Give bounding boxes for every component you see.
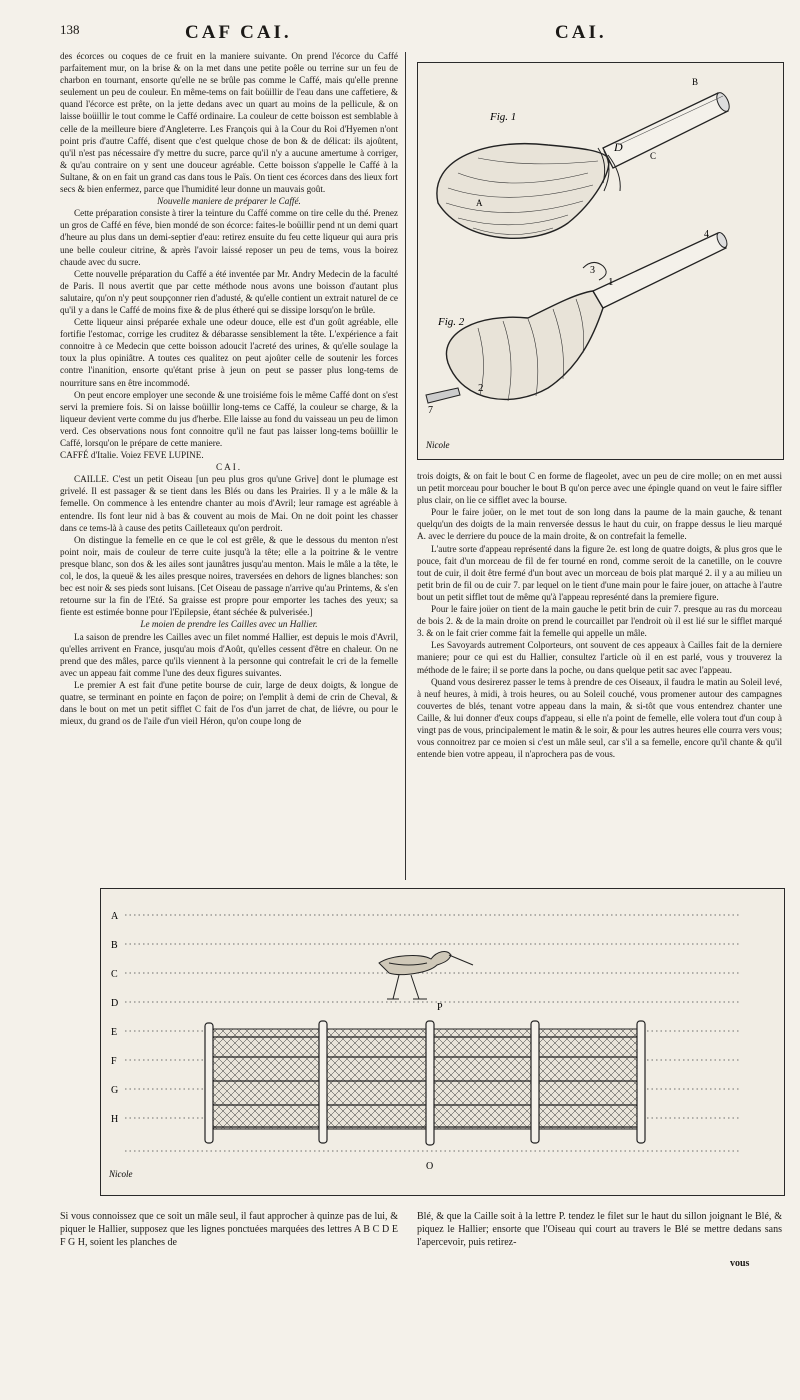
- paragraph: Quand vous desirerez passer le tems à prendre de ces Oiseaux, il faudra le matin au Soleil levé, à neuf heures, à midi, à trois heures, ou au Soleil couché, vous promener autour des campagnes couvertes de blés, tenant votre appeau dans la main, & si-tôt que vous entendrez chanter une Caille, & lui donner d'eux coups d'appeau, si elle n'a point de femelle, elle volera tout d'un coup à vingt pas de vous, principalement le matin & le soir, & pour les autres heures elle courra vers vous; vous connoitrez par ce moien si c'est un mâle seul, car s'il a sa femelle, encore qu'il chante & qu'il entende bien votre appeau, il n'aprochera pas de vous.: [417, 676, 782, 760]
- row-letter: H: [111, 1114, 119, 1125]
- num-2: 2: [478, 382, 484, 394]
- catchword: vous: [730, 1258, 750, 1269]
- engraver-signature: Nicole: [426, 440, 450, 450]
- mesh-line: [109, 1029, 209, 1129]
- num-4: 4: [704, 229, 709, 240]
- letter-O: O: [426, 1161, 434, 1172]
- stake: [531, 1021, 539, 1143]
- fig2-label: Fig. 2: [438, 316, 465, 328]
- letter-C: C: [650, 151, 657, 161]
- mesh-line: [117, 1029, 217, 1129]
- figure-bird-calls: [417, 62, 784, 460]
- num-7: 7: [428, 405, 433, 416]
- row-letter: D: [111, 998, 119, 1009]
- num-1: 1: [608, 276, 614, 288]
- fig1-label: Fig. 1: [490, 111, 517, 123]
- page-number: 138: [60, 22, 80, 37]
- row-letter: F: [111, 1056, 117, 1067]
- num-3: 3: [590, 265, 595, 276]
- mesh-line: [637, 1029, 737, 1129]
- mesh-line: [109, 1029, 209, 1129]
- right-column: [417, 470, 782, 882]
- row-letter: E: [111, 1027, 118, 1038]
- section-heading: Nouvelle maniere de préparer le Caffé.: [157, 196, 301, 207]
- paragraph: Cette préparation consiste à tirer la teinture du Caffé comme on tire celle du thé. Prenez un gros de Caffé en féve, bien mondé de son écorce: faites-le boüillir pend nt un demi quart d'heure au plus dans un demi-septier d'eau: retirez ensuite du feu cette liqueur qui aura pris une belle couleur citrine, & après l'avoir laissé reposer un peu de tems, vous la boirez chaude avec du sucre.: [60, 208, 398, 267]
- bird-call-engraving: [418, 63, 783, 459]
- mesh-line: [637, 1029, 737, 1129]
- paragraph: Les Savoyards autrement Colporteurs, ont souvent de ces appeaux à Cailles fait de la derniere maniere; pour ce qui est du Hallier, consultez l'article où il en est parlé, vous y trouverez la méthode de le faire; il se porte dans la poche, ou dans quelque petit sac avec l'appeau.: [417, 640, 782, 675]
- mesh-line: [117, 1029, 217, 1129]
- paragraph: On peut encore employer une seconde & une troisiéme fois le même Caffé dont on s'est servi la premiere fois. Si on laisse boüillir long-tems ce Caffé, la couleur se charge, & la liqueur devient verte comme du jus d'herbe. Elle laisse au fond du vaisseau un peu de limon verd. Ces observations nous font connoitre qu'il ne faut pas laisser long-tems boüillir le Caffé, lorsqu'on le prépare de cette maniere.: [60, 389, 398, 448]
- letter-P: P: [437, 1002, 443, 1013]
- bottom-left-text: Si vous connoissez que ce soit un mâle seul, il faut approcher à quinze pas de lui, & piquer le Hallier, supposez que les lignes ponctuées marquées des lettres A B C D E F G H, soient les planches de: [60, 1211, 398, 1248]
- section-heading: Le moien de prendre les Cailles avec un Hallier.: [140, 619, 318, 630]
- cross-reference: CAFFÉ d'Italie. Voiez FEVE LUPINE.: [60, 450, 204, 461]
- column-divider: [405, 52, 406, 880]
- running-head-left: CAF CAI.: [185, 22, 292, 43]
- bottom-right-text: Blé, & que la Caille soit à la lettre P. tendez le filet sur le haut du sillon joignant le Blé, & piquez le Hallier; ensorte que l'Oiseau qui court au travers le Blé se mettre dedans sans l'apercevoir, puis retirez-: [417, 1211, 782, 1248]
- paragraph: La saison de prendre les Cailles avec un filet nommé Hallier, est depuis le mois d'Avril, qu'elles arrivent en France, jusqu'au mois d'Août, qu'elles cessent d'être en chaleur. On ne prend que des mâles, parce qu'ils viennent à la personne qui contrefait le cri de la femelle avec un appeau fait comme l'une des deux figures suivantes.: [60, 631, 398, 678]
- row-letter: B: [111, 940, 118, 951]
- left-column: [60, 50, 398, 882]
- engraver-signature: Nicole: [109, 1169, 133, 1179]
- row-letter: G: [111, 1085, 119, 1096]
- letter-A: A: [476, 198, 483, 208]
- paragraph: Le premier A est fait d'une petite bourse de cuir, large de deux doigts, & longue de quatre, se terminant en pointe en façon de poire; on l'emplit à demi de crin de Cheval, & dans le bout on met un petit sifflet C fait de l'os d'un jarret de chat, de liévre, ou pour le mieux, du grand os de l'aile d'un vieil Héron, qu'on coupe long de: [60, 679, 398, 727]
- letter-D: D: [614, 140, 623, 154]
- paragraph: trois doigts, & on fait le bout C en forme de flageolet, avec un peu de cire molle; on en met aussi un petit morceau pour boucher le bout B qu'on perce avec une épingle quand on veut le faire siffler plus clair, on lie ce sifflet avec la bourse.: [417, 471, 782, 506]
- bird-illustration: [379, 952, 473, 999]
- row-letter: A: [111, 911, 119, 922]
- whistle-tube-1: [603, 91, 732, 168]
- stake: [426, 1021, 434, 1145]
- letter-B: B: [692, 77, 699, 87]
- paragraph: Cette nouvelle préparation du Caffé a été inventée par Mr. Andry Medecin de la faculté de Paris. Il nous avertit que par cette méthode nous avons une boisson d'autant plus salutaire, qu'on n'y peut soupçonner rien d'adusté, & qu'elle contient un extrait naturel de ce qu'il y a dans le Caffé de moins fixe & de plus étheré qui se dissipe lorsqu'on le brûle.: [60, 268, 398, 315]
- coil-illustration: [446, 291, 603, 399]
- paragraph: L'autre sorte d'appeau représenté dans la figure 2e. est long de quatre doigts, & plus gros que le pouce, fait d'un morceau de fil de fer tourné en rond, comme seroit de la canetille, on le couvre tout de cuir, il doit être fermé d'un bout avec un morceau de bois plat marqué 2. il y a au milieu un petit brin de fil ou de cuir 7. par lequel on le tient d'une main pour le faire jouer, on attache à l'autre bout un petit sifflet tout de même qu'à l'appeau represénté dans la premiere figure.: [417, 543, 782, 602]
- paragraph: Cette liqueur ainsi préparée exhale une odeur douce, elle est d'un goût agréable, elle fortifie l'estomac, corrige les cruditez & débarasse sensiblement la tête. L'expérience a fait connoitre à ce Medecin que cette boisson adoucit l'acreté des urines, & qu'elle soulage la toux la plus opiniâtre. A toutes ces qualitez on peut ajoûter celle de soutenir les forces contre l'inanition, ensorte qu'étant prise à jeun on peut se passer plus long-tems de nourriture sans en être incommodé.: [60, 317, 398, 388]
- hallier-engraving: [101, 889, 784, 1195]
- paragraph: Pour le faire joüer, on le met tout de son long dans la paume de la main gauche, & tenant quelqu'un des doigts de la main renversée dessus le haut du cuir, on frappe dessus le lieu marqué A. avec le derriere du pouce de la main droite, & on contrefait la femelle.: [417, 507, 782, 542]
- figure-hallier-net: [100, 888, 785, 1196]
- stake: [319, 1021, 327, 1143]
- leather-tab: [426, 388, 460, 403]
- paragraph: CAILLE. C'est un petit Oiseau [un peu plus gros qu'une Grive] dont le plumage est grivelé. Il est passager & se tient dans les Blés ou dans les Prairies. Il y a le mâle & la femelle. On commence à les entendre chanter au mois d'Avril; leur ramage est agréable à entendre. Ils font leur nid à bas & couvent au mois de Mai. On ne doit point les chasser dans ce tems-là à cause des petits Cailleteaux qu'on perdroit.: [60, 474, 398, 533]
- entry-heading: CAI.: [215, 462, 243, 473]
- stake: [637, 1021, 645, 1143]
- paragraph: On distingue la femelle en ce que le col est grêle, & que le dessous du menton n'est point noir, mais de couleur de terre cuite jusqu'à la tête; elle a la poitrine & le ventre presque blanc, son dos & les ailes sont jaunâtres jusqu'au menton. Mais le mâle a la tête, le col, le dos, la queuë & les ailes presque noires, traversées en dehors de lignes blanches: son bec est noir & ses pieds sont luisans. [Cet Oiseau de passage n'arrive qu'au Printems, & s'en retourne sur la fin de l'Eté. Sa graisse est propre pour emporter les taches des yeux; sa fiente est estimée bonne pour l'Epilepsie, étant séchée & pulverisée.]: [60, 534, 398, 618]
- whistle-tube-2: [593, 231, 729, 308]
- running-head-right: CAI.: [555, 22, 607, 43]
- paragraph: des écorces ou coques de ce fruit en la maniere suivante. On prend l'écorce du Caffé parfaitement mur, on la brise & on la met dans une petite poêle ou terrine sur un feu de charbon en tournant, ensorte qu'elle ne se brûle pas comme le Caffé, mais qu'elle prenne seulement un peu de couleur. En même-tems on fait boüillir de l'eau dans une caffetiere, & quand l'écorce est prête, on la jette dedans avec un quart au moins de la pellicule, & on laisse boüillir le tout comme le Caffé ordinaire. La couleur de cette boisson est semblable à celle de la meilleure biere d'Angleterre. Les François qui à la Cour du Roi d'Hyemen n'ont point pris d'autre Caffé, disent que c'est quelque chose de bon & de délicat: ils ajoûtent, qu'il n'est pas nécessaire d'y mettre du sucre, parce qu'il n'y a aucune amertume à corriger, & qu'au contraire on y sent une douceur agréable. Cette boisson s'appelle le Caffé à la Sultane, & on en fait un grand cas dans tous le Païs. On tient ces écorces dans des lieux fort secs & bien enfermez, parce que l'humidité leur donne un mauvais goût.: [60, 51, 398, 195]
- row-letter: C: [111, 969, 118, 980]
- stake: [205, 1023, 213, 1143]
- paragraph: Pour le faire joüer on tient de la main gauche le petit brin de cuir 7. presque au ras du morceau de bois 2. & de la main droite on prend le courcaillet par l'endroit où il est lié sur le sifflet marqué 3. & on le fait crier comme fait la femelle qui appelle un mâle.: [417, 604, 782, 639]
